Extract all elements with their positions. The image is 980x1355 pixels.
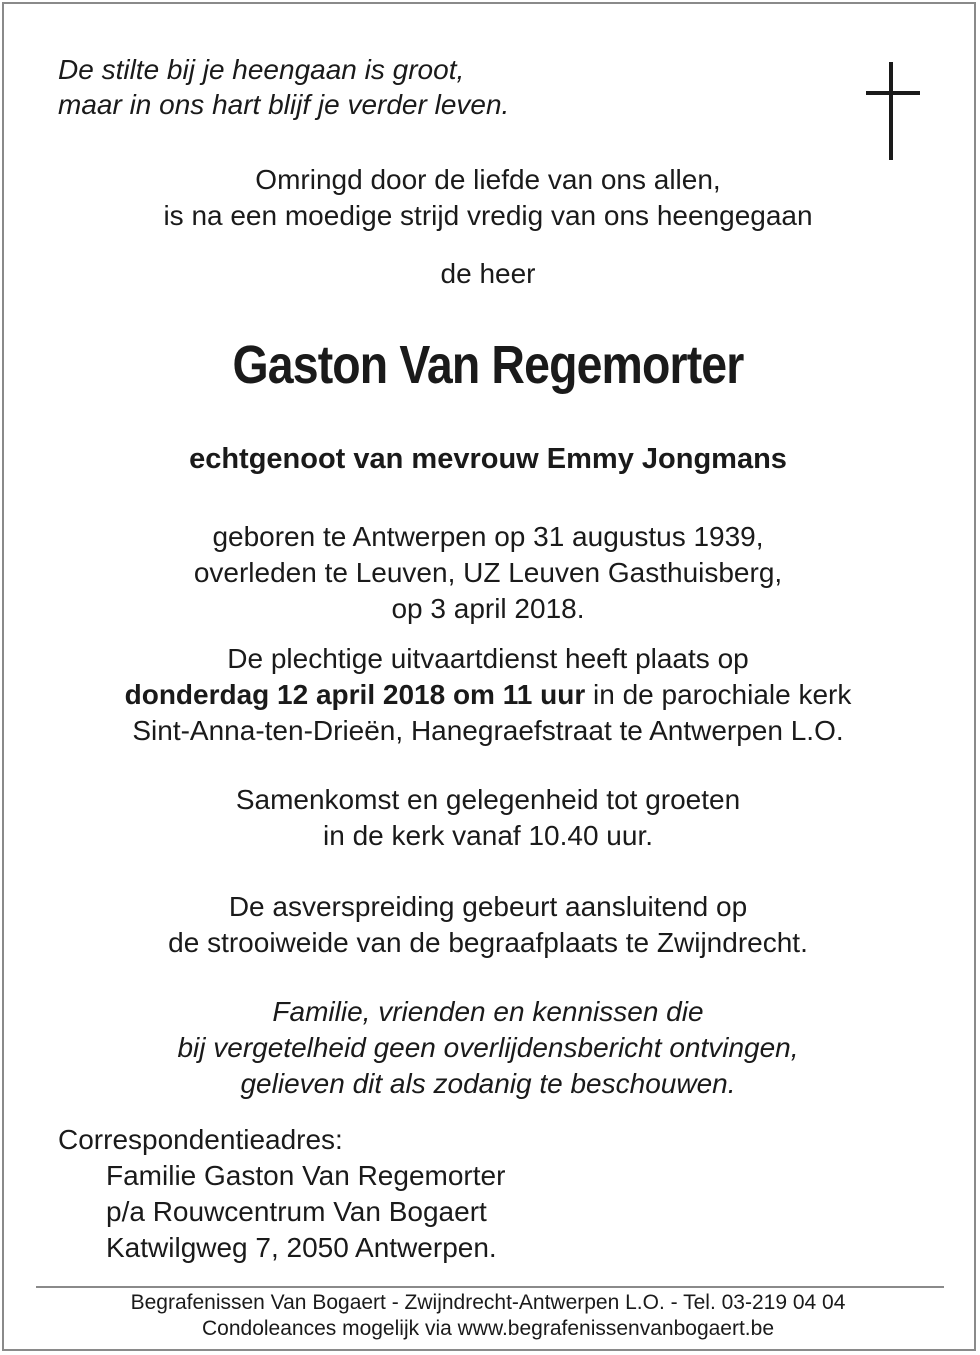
opening-quote — [58, 52, 509, 122]
correspondence-line: p/a Rouwcentrum Van Bogaert — [106, 1196, 487, 1227]
ashes-line: De asverspreiding gebeurt aansluitend op — [228, 891, 748, 922]
service-line: De plechtige uitvaartdienst heeft plaats op — [227, 643, 749, 674]
family-note-line: gelieven dit als zodanig te beschouwen. — [240, 1068, 736, 1099]
correspondence-line: Familie Gaston Van Regemorter — [106, 1160, 506, 1191]
honorific: de heer — [440, 258, 536, 289]
ashes-info — [20, 889, 956, 961]
deceased-name: Gaston Van Regemorter — [232, 335, 744, 395]
intro-line: is na een moedige strijd vredig van ons heengegaan — [163, 200, 813, 231]
footer-line: Condoleances mogelijk via www.begrafenissenvanbogaert.be — [201, 1317, 774, 1340]
intro-line: Omringd door de liefde van ons allen, — [255, 164, 721, 195]
quote-line: De stilte bij je heengaan is groot, — [58, 54, 465, 85]
correspondence-label: Correspondentieadres: — [58, 1124, 343, 1155]
service-location: Sint-Anna-ten-Drieën, Hanegraefstraat te Antwerpen L.O. — [132, 715, 844, 746]
gathering-line: Samenkomst en gelegenheid tot groeten — [235, 784, 741, 815]
cross-icon — [860, 62, 926, 160]
intro-text — [20, 162, 956, 234]
footer — [20, 1290, 956, 1342]
family-note — [20, 994, 956, 1102]
life-dates-line: op 3 april 2018. — [391, 593, 585, 624]
gathering-line: in de kerk vanaf 10.40 uur. — [323, 820, 653, 851]
family-note-line: Familie, vrienden en kennissen die — [272, 996, 704, 1027]
gathering-info — [20, 782, 956, 854]
service-datetime: donderdag 12 april 2018 om 11 uur — [124, 679, 586, 710]
life-dates — [20, 519, 956, 627]
life-dates-line: overleden te Leuven, UZ Leuven Gasthuisberg, — [193, 557, 783, 588]
footer-line: Begrafenissen Van Bogaert - Zwijndrecht-Antwerpen L.O. - Tel. 03-219 04 04 — [130, 1291, 846, 1314]
quote-line: maar in ons hart blijf je verder leven. — [58, 89, 510, 120]
ashes-line: de strooiweide van de begraafplaats te Zwijndrecht. — [168, 927, 808, 958]
service-location-intro: in de parochiale kerk — [585, 679, 852, 710]
funeral-service — [20, 641, 956, 749]
footer-divider — [36, 1286, 944, 1288]
life-dates-line: geboren te Antwerpen op 31 augustus 1939, — [212, 521, 764, 552]
spouse-line: echtgenoot van mevrouw Emmy Jongmans — [189, 443, 787, 475]
correspondence-line: Katwilgweg 7, 2050 Antwerpen. — [106, 1232, 497, 1263]
service-datetime-line — [20, 677, 956, 713]
correspondence-address — [58, 1122, 505, 1266]
family-note-line: bij vergetelheid geen overlijdensbericht ontvingen, — [177, 1032, 799, 1063]
